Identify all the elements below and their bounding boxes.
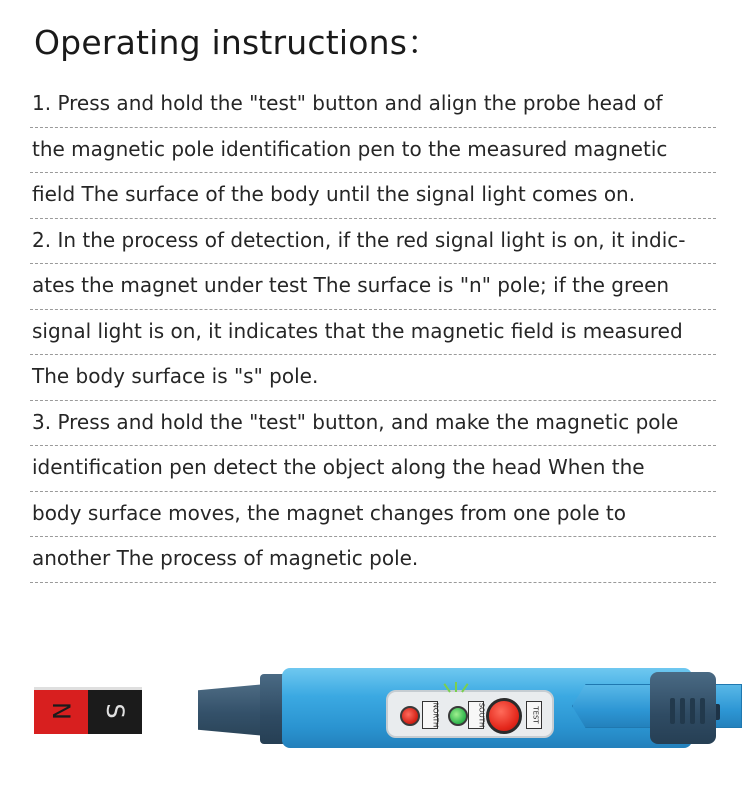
pen-body <box>282 668 692 748</box>
test-tag: TEST <box>526 701 542 729</box>
instruction-line: body surface moves, the magnet changes from one pole to <box>30 492 716 538</box>
bar-magnet-image <box>34 690 142 734</box>
magnet-north-half <box>34 690 88 734</box>
green-signal-light-icon <box>448 706 468 726</box>
instruction-line: signal light is on, it indicates that the magnetic field is measured <box>30 310 716 356</box>
pole-identification-pen-image <box>198 668 718 748</box>
instruction-line: 1. Press and hold the "test" button and align the probe head of <box>30 82 716 128</box>
instruction-line: The body surface is "s" pole. <box>30 355 716 401</box>
instruction-line: field The surface of the body until the signal light comes on. <box>30 173 716 219</box>
light-glow-icon <box>445 678 467 692</box>
grip-ridge <box>670 698 675 724</box>
magnet-north-label: N <box>47 702 75 720</box>
pen-control-panel <box>386 690 554 738</box>
north-tag: NORTH <box>422 701 438 729</box>
pen-end-cap <box>650 672 716 744</box>
page-title: Operating instructions： <box>34 23 441 62</box>
instruction-line: the magnetic pole identification pen to the measured magnetic <box>30 128 716 174</box>
grip-ridge <box>680 698 685 724</box>
magnet-south-half <box>88 690 142 734</box>
instruction-line: ates the magnet under test The surface is "n" pole; if the green <box>30 264 716 310</box>
south-tag: SOUTH <box>468 701 484 729</box>
instructions-text <box>30 82 716 583</box>
instruction-line: another The process of magnetic pole. <box>30 537 716 583</box>
instruction-line: 2. In the process of detection, if the red signal light is on, it indic- <box>30 219 716 265</box>
grip-ridge <box>690 698 695 724</box>
test-button <box>486 698 522 734</box>
pen-probe-tip <box>198 684 266 736</box>
red-signal-light-icon <box>400 706 420 726</box>
grip-ridge <box>700 698 705 724</box>
instruction-line: identification pen detect the object along the head When the <box>30 446 716 492</box>
magnet-south-label: S <box>101 703 129 719</box>
instruction-line: 3. Press and hold the "test" button, and make the magnetic pole <box>30 401 716 447</box>
